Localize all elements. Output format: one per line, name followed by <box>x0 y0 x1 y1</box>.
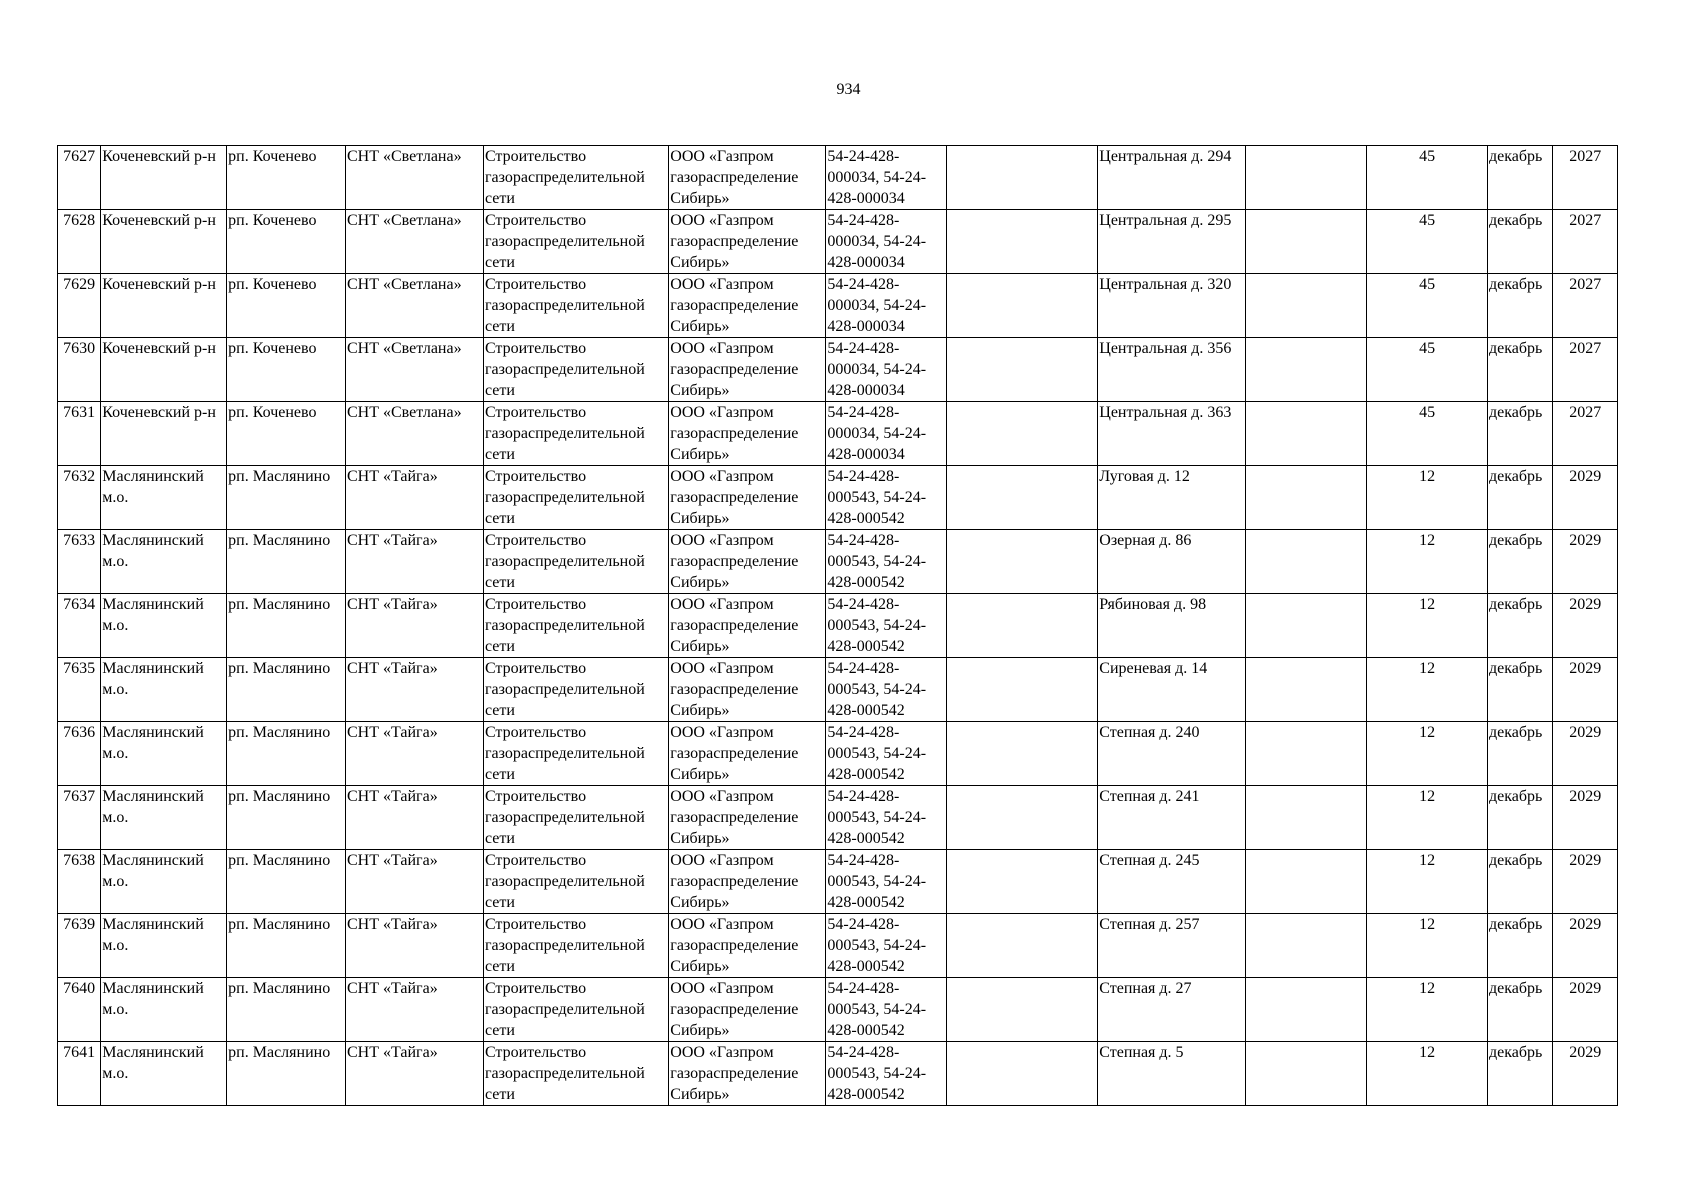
year-cell: 2029 <box>1553 786 1618 850</box>
address-cell: Центральная д. 356 <box>1098 338 1246 402</box>
organization-cell: ООО «Газпром газораспределение Сибирь» <box>669 850 826 914</box>
settlement-cell: рп. Маслянино <box>227 850 346 914</box>
empty-cell <box>1246 850 1367 914</box>
settlement-cell: рп. Коченево <box>227 274 346 338</box>
cadastral-number-cell: 54-24-428-000034, 54-24-428-000034 <box>826 274 947 338</box>
district-cell: Маслянинский м.о. <box>101 850 227 914</box>
work-type-cell: Строительство газораспределительной сети <box>483 338 668 402</box>
settlement-cell: рп. Маслянино <box>227 722 346 786</box>
organization-cell: ООО «Газпром газораспределение Сибирь» <box>669 146 826 210</box>
district-cell: Маслянинский м.о. <box>101 978 227 1042</box>
count-cell: 12 <box>1367 850 1488 914</box>
address-cell: Центральная д. 295 <box>1098 210 1246 274</box>
year-cell: 2027 <box>1553 338 1618 402</box>
work-type-cell: Строительство газораспределительной сети <box>483 978 668 1042</box>
organization-cell: ООО «Газпром газораспределение Сибирь» <box>669 274 826 338</box>
empty-cell <box>1246 338 1367 402</box>
empty-cell <box>1246 466 1367 530</box>
month-cell: декабрь <box>1487 210 1552 274</box>
row-number-cell: 7637 <box>58 786 101 850</box>
organization-cell: ООО «Газпром газораспределение Сибирь» <box>669 594 826 658</box>
row-number-cell: 7631 <box>58 402 101 466</box>
cadastral-number-cell: 54-24-428-000543, 54-24-428-000542 <box>826 850 947 914</box>
empty-cell <box>947 594 1098 658</box>
district-cell: Коченевский р-н <box>101 402 227 466</box>
organization-cell: ООО «Газпром газораспределение Сибирь» <box>669 466 826 530</box>
settlement-cell: рп. Маслянино <box>227 594 346 658</box>
object-cell: СНТ «Светлана» <box>346 338 484 402</box>
year-cell: 2027 <box>1553 146 1618 210</box>
empty-cell <box>947 146 1098 210</box>
settlement-cell: рп. Коченево <box>227 402 346 466</box>
address-cell: Центральная д. 320 <box>1098 274 1246 338</box>
work-type-cell: Строительство газораспределительной сети <box>483 1042 668 1106</box>
object-cell: СНТ «Светлана» <box>346 402 484 466</box>
address-cell: Центральная д. 363 <box>1098 402 1246 466</box>
table-row <box>58 210 1618 274</box>
table-row <box>58 722 1618 786</box>
table-row <box>58 338 1618 402</box>
empty-cell <box>947 850 1098 914</box>
year-cell: 2027 <box>1553 402 1618 466</box>
organization-cell: ООО «Газпром газораспределение Сибирь» <box>669 530 826 594</box>
settlement-cell: рп. Маслянино <box>227 978 346 1042</box>
object-cell: СНТ «Тайга» <box>346 1042 484 1106</box>
object-cell: СНТ «Тайга» <box>346 914 484 978</box>
empty-cell <box>1246 722 1367 786</box>
address-cell: Степная д. 245 <box>1098 850 1246 914</box>
row-number-cell: 7634 <box>58 594 101 658</box>
object-cell: СНТ «Тайга» <box>346 978 484 1042</box>
cadastral-number-cell: 54-24-428-000543, 54-24-428-000542 <box>826 786 947 850</box>
empty-cell <box>947 914 1098 978</box>
address-cell: Степная д. 27 <box>1098 978 1246 1042</box>
organization-cell: ООО «Газпром газораспределение Сибирь» <box>669 914 826 978</box>
empty-cell <box>1246 786 1367 850</box>
count-cell: 45 <box>1367 274 1488 338</box>
address-cell: Луговая д. 12 <box>1098 466 1246 530</box>
table-row <box>58 274 1618 338</box>
empty-cell <box>947 530 1098 594</box>
year-cell: 2029 <box>1553 594 1618 658</box>
cadastral-number-cell: 54-24-428-000543, 54-24-428-000542 <box>826 978 947 1042</box>
work-type-cell: Строительство газораспределительной сети <box>483 914 668 978</box>
cadastral-number-cell: 54-24-428-000034, 54-24-428-000034 <box>826 402 947 466</box>
work-type-cell: Строительство газораспределительной сети <box>483 850 668 914</box>
district-cell: Маслянинский м.о. <box>101 530 227 594</box>
count-cell: 12 <box>1367 978 1488 1042</box>
settlement-cell: рп. Маслянино <box>227 658 346 722</box>
month-cell: декабрь <box>1487 466 1552 530</box>
organization-cell: ООО «Газпром газораспределение Сибирь» <box>669 210 826 274</box>
settlement-cell: рп. Маслянино <box>227 466 346 530</box>
year-cell: 2029 <box>1553 722 1618 786</box>
empty-cell <box>1246 594 1367 658</box>
row-number-cell: 7636 <box>58 722 101 786</box>
district-cell: Маслянинский м.о. <box>101 1042 227 1106</box>
count-cell: 12 <box>1367 658 1488 722</box>
table-row <box>58 1042 1618 1106</box>
year-cell: 2029 <box>1553 530 1618 594</box>
row-number-cell: 7629 <box>58 274 101 338</box>
month-cell: декабрь <box>1487 594 1552 658</box>
table-row <box>58 658 1618 722</box>
address-cell: Центральная д. 294 <box>1098 146 1246 210</box>
object-cell: СНТ «Тайга» <box>346 530 484 594</box>
count-cell: 12 <box>1367 914 1488 978</box>
table-row <box>58 530 1618 594</box>
district-cell: Маслянинский м.о. <box>101 594 227 658</box>
row-number-cell: 7628 <box>58 210 101 274</box>
object-cell: СНТ «Тайга» <box>346 594 484 658</box>
district-cell: Маслянинский м.о. <box>101 658 227 722</box>
year-cell: 2029 <box>1553 466 1618 530</box>
year-cell: 2029 <box>1553 658 1618 722</box>
empty-cell <box>947 658 1098 722</box>
year-cell: 2029 <box>1553 914 1618 978</box>
district-cell: Маслянинский м.о. <box>101 914 227 978</box>
address-cell: Степная д. 5 <box>1098 1042 1246 1106</box>
year-cell: 2029 <box>1553 978 1618 1042</box>
empty-cell <box>947 338 1098 402</box>
row-number-cell: 7640 <box>58 978 101 1042</box>
object-cell: СНТ «Тайга» <box>346 722 484 786</box>
row-number-cell: 7635 <box>58 658 101 722</box>
organization-cell: ООО «Газпром газораспределение Сибирь» <box>669 786 826 850</box>
settlement-cell: рп. Коченево <box>227 338 346 402</box>
cadastral-number-cell: 54-24-428-000543, 54-24-428-000542 <box>826 658 947 722</box>
empty-cell <box>947 1042 1098 1106</box>
empty-cell <box>947 978 1098 1042</box>
cadastral-number-cell: 54-24-428-000543, 54-24-428-000542 <box>826 530 947 594</box>
work-type-cell: Строительство газораспределительной сети <box>483 146 668 210</box>
settlement-cell: рп. Коченево <box>227 146 346 210</box>
year-cell: 2029 <box>1553 850 1618 914</box>
month-cell: декабрь <box>1487 658 1552 722</box>
year-cell: 2029 <box>1553 1042 1618 1106</box>
table-row <box>58 466 1618 530</box>
address-cell: Сиреневая д. 14 <box>1098 658 1246 722</box>
object-cell: СНТ «Тайга» <box>346 786 484 850</box>
organization-cell: ООО «Газпром газораспределение Сибирь» <box>669 978 826 1042</box>
empty-cell <box>1246 210 1367 274</box>
organization-cell: ООО «Газпром газораспределение Сибирь» <box>669 402 826 466</box>
table-row <box>58 594 1618 658</box>
year-cell: 2027 <box>1553 274 1618 338</box>
cadastral-number-cell: 54-24-428-000034, 54-24-428-000034 <box>826 338 947 402</box>
empty-cell <box>1246 530 1367 594</box>
empty-cell <box>1246 914 1367 978</box>
row-number-cell: 7632 <box>58 466 101 530</box>
address-cell: Степная д. 240 <box>1098 722 1246 786</box>
empty-cell <box>947 274 1098 338</box>
organization-cell: ООО «Газпром газораспределение Сибирь» <box>669 658 826 722</box>
address-cell: Рябиновая д. 98 <box>1098 594 1246 658</box>
work-type-cell: Строительство газораспределительной сети <box>483 594 668 658</box>
count-cell: 12 <box>1367 530 1488 594</box>
address-cell: Озерная д. 86 <box>1098 530 1246 594</box>
empty-cell <box>1246 402 1367 466</box>
address-cell: Степная д. 241 <box>1098 786 1246 850</box>
month-cell: декабрь <box>1487 402 1552 466</box>
row-number-cell: 7630 <box>58 338 101 402</box>
empty-cell <box>1246 658 1367 722</box>
object-cell: СНТ «Тайга» <box>346 466 484 530</box>
month-cell: декабрь <box>1487 978 1552 1042</box>
row-number-cell: 7641 <box>58 1042 101 1106</box>
row-number-cell: 7638 <box>58 850 101 914</box>
month-cell: декабрь <box>1487 914 1552 978</box>
settlement-cell: рп. Маслянино <box>227 530 346 594</box>
table-row <box>58 914 1618 978</box>
count-cell: 12 <box>1367 1042 1488 1106</box>
settlement-cell: рп. Маслянино <box>227 786 346 850</box>
work-type-cell: Строительство газораспределительной сети <box>483 786 668 850</box>
district-cell: Маслянинский м.о. <box>101 722 227 786</box>
row-number-cell: 7627 <box>58 146 101 210</box>
district-cell: Коченевский р-н <box>101 338 227 402</box>
empty-cell <box>947 210 1098 274</box>
object-cell: СНТ «Светлана» <box>346 274 484 338</box>
row-number-cell: 7639 <box>58 914 101 978</box>
organization-cell: ООО «Газпром газораспределение Сибирь» <box>669 338 826 402</box>
month-cell: декабрь <box>1487 1042 1552 1106</box>
work-type-cell: Строительство газораспределительной сети <box>483 530 668 594</box>
count-cell: 12 <box>1367 786 1488 850</box>
count-cell: 45 <box>1367 146 1488 210</box>
count-cell: 12 <box>1367 594 1488 658</box>
cadastral-number-cell: 54-24-428-000034, 54-24-428-000034 <box>826 210 947 274</box>
cadastral-number-cell: 54-24-428-000543, 54-24-428-000542 <box>826 594 947 658</box>
object-cell: СНТ «Светлана» <box>346 210 484 274</box>
object-cell: СНТ «Тайга» <box>346 658 484 722</box>
cadastral-number-cell: 54-24-428-000543, 54-24-428-000542 <box>826 914 947 978</box>
organization-cell: ООО «Газпром газораспределение Сибирь» <box>669 1042 826 1106</box>
table-row <box>58 786 1618 850</box>
empty-cell <box>1246 978 1367 1042</box>
settlement-cell: рп. Маслянино <box>227 1042 346 1106</box>
settlement-cell: рп. Маслянино <box>227 914 346 978</box>
organization-cell: ООО «Газпром газораспределение Сибирь» <box>669 722 826 786</box>
cadastral-number-cell: 54-24-428-000543, 54-24-428-000542 <box>826 722 947 786</box>
count-cell: 12 <box>1367 466 1488 530</box>
count-cell: 45 <box>1367 338 1488 402</box>
month-cell: декабрь <box>1487 338 1552 402</box>
page-number: 934 <box>836 81 861 98</box>
work-type-cell: Строительство газораспределительной сети <box>483 402 668 466</box>
object-cell: СНТ «Тайга» <box>346 850 484 914</box>
table-row <box>58 850 1618 914</box>
month-cell: декабрь <box>1487 786 1552 850</box>
count-cell: 45 <box>1367 402 1488 466</box>
count-cell: 45 <box>1367 210 1488 274</box>
registry-table <box>57 145 1618 1106</box>
cadastral-number-cell: 54-24-428-000543, 54-24-428-000542 <box>826 1042 947 1106</box>
month-cell: декабрь <box>1487 850 1552 914</box>
settlement-cell: рп. Коченево <box>227 210 346 274</box>
count-cell: 12 <box>1367 722 1488 786</box>
month-cell: декабрь <box>1487 146 1552 210</box>
empty-cell <box>1246 146 1367 210</box>
empty-cell <box>947 466 1098 530</box>
empty-cell <box>1246 274 1367 338</box>
district-cell: Маслянинский м.о. <box>101 786 227 850</box>
district-cell: Маслянинский м.о. <box>101 466 227 530</box>
empty-cell <box>947 786 1098 850</box>
table-row <box>58 146 1618 210</box>
address-cell: Степная д. 257 <box>1098 914 1246 978</box>
work-type-cell: Строительство газораспределительной сети <box>483 466 668 530</box>
work-type-cell: Строительство газораспределительной сети <box>483 274 668 338</box>
month-cell: декабрь <box>1487 274 1552 338</box>
work-type-cell: Строительство газораспределительной сети <box>483 210 668 274</box>
table-row <box>58 978 1618 1042</box>
year-cell: 2027 <box>1553 210 1618 274</box>
month-cell: декабрь <box>1487 722 1552 786</box>
object-cell: СНТ «Светлана» <box>346 146 484 210</box>
district-cell: Коченевский р-н <box>101 274 227 338</box>
table-row <box>58 402 1618 466</box>
row-number-cell: 7633 <box>58 530 101 594</box>
empty-cell <box>1246 1042 1367 1106</box>
work-type-cell: Строительство газораспределительной сети <box>483 722 668 786</box>
empty-cell <box>947 722 1098 786</box>
month-cell: декабрь <box>1487 530 1552 594</box>
district-cell: Коченевский р-н <box>101 146 227 210</box>
table-body <box>58 146 1618 1106</box>
district-cell: Коченевский р-н <box>101 210 227 274</box>
cadastral-number-cell: 54-24-428-000543, 54-24-428-000542 <box>826 466 947 530</box>
cadastral-number-cell: 54-24-428-000034, 54-24-428-000034 <box>826 146 947 210</box>
work-type-cell: Строительство газораспределительной сети <box>483 658 668 722</box>
empty-cell <box>947 402 1098 466</box>
